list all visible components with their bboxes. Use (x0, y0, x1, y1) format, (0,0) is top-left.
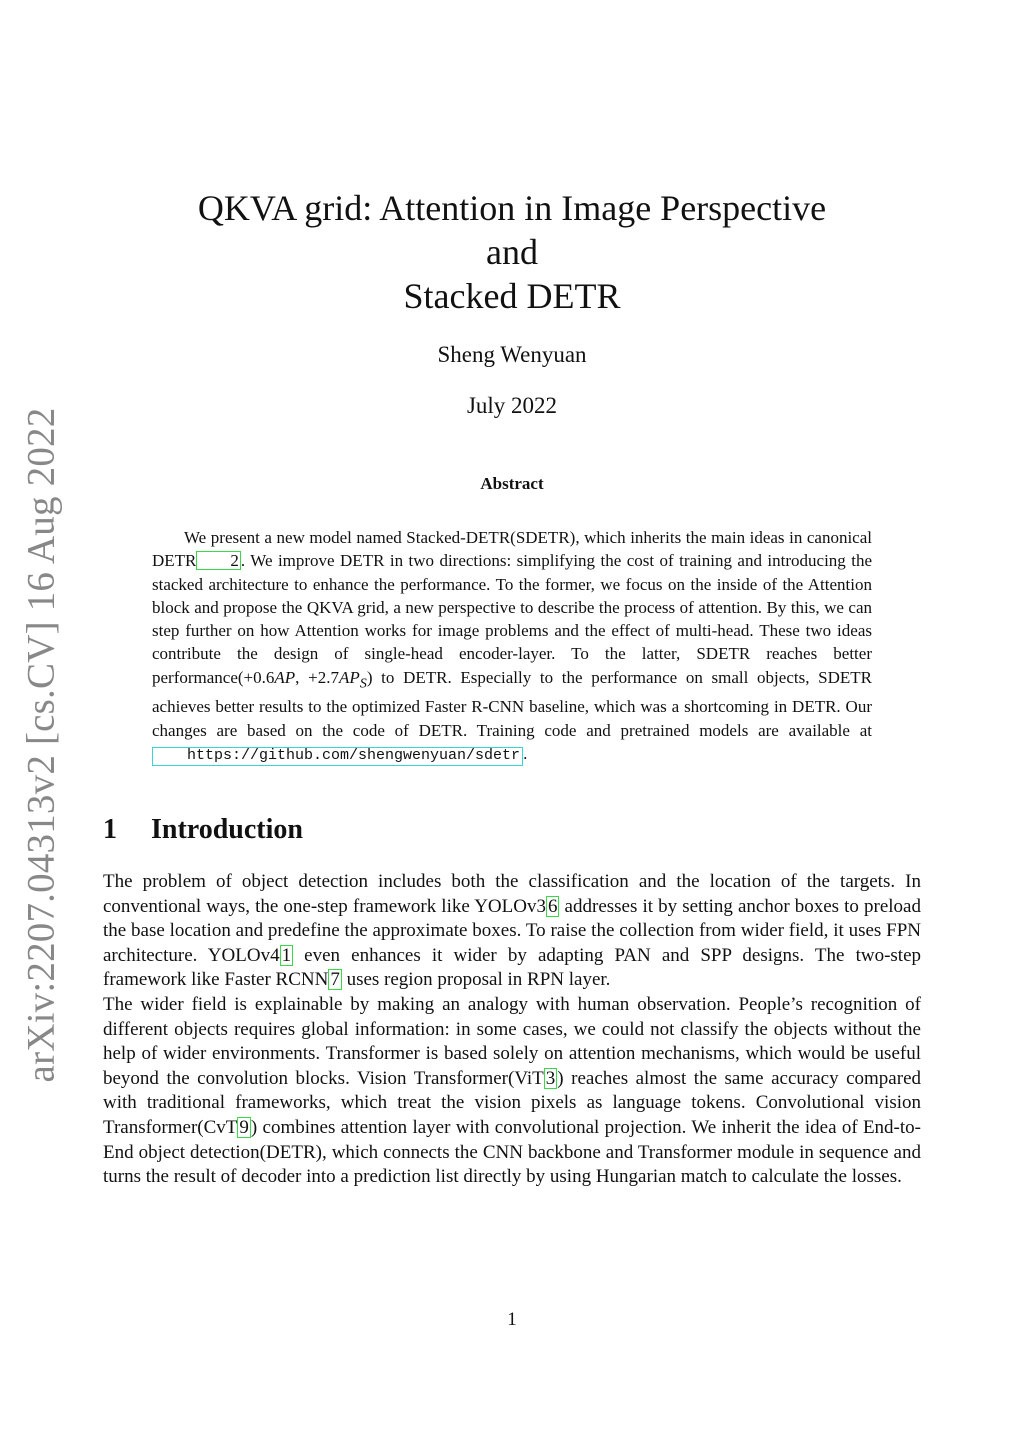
citation-link[interactable]: 6 (547, 895, 558, 917)
section-heading-introduction (103, 814, 303, 846)
abstract-paragraph (152, 526, 872, 766)
body-paragraph-2 (103, 993, 921, 1190)
body-text: The wider field is explainable by making an analogy with human observation. People’s recognition of different objects requires global information: in some cases, we could not classify the objects without the help of wider environments. Transformer is based solely on attention mechanisms, which would be useful beyond the convolution blocks. Vision Transformer(ViT (103, 993, 921, 1089)
abstract-text: . We improve DETR in two directions: simplifying the cost of training and introducing the stacked architecture to enhance the performance. To the former, we focus on the inside of the Attention block and propose the QKVA grid, a new perspective to describe the process of attention. By this, we can step further on how Attention works for image problems and the effect of multi-head. These two ideas contribute the design of single-head encoder-layer. To the latter, SDETR reaches better performance(+0.6 (152, 551, 872, 687)
abstract-text: , +2.7 (295, 667, 339, 687)
citation-link[interactable]: 9 (239, 1116, 249, 1138)
title-line-1: QKVA grid: Attention in Image Perspective (197, 188, 827, 228)
abstract-heading: Abstract (480, 474, 544, 493)
title-line-2: and (486, 232, 538, 272)
abstract-text: ) to DETR. Especially to the performance on small objects, SDETR achieves better results to the optimized Faster R-CNN baseline, which was a shortcoming in DETR. Our changes are based on the code of DETR. Training code and pretrained models are available at (152, 667, 872, 740)
author-name: Sheng Wenyuan (437, 342, 587, 367)
citation-link[interactable]: 3 (545, 1067, 556, 1089)
body-text: uses region proposal in RPN layer. (341, 969, 611, 991)
math-ap-small (338, 667, 367, 692)
abstract-text: . (523, 744, 528, 764)
body-text: The problem of object detection includes both the classification and the location of the targets. In conventional ways, the one-step framework like YOLOv3 (103, 871, 921, 917)
title-line-3: Stacked DETR (403, 276, 621, 316)
body-text: even enhances it wider by adapting PAN and SPP designs. The two-step framework like Faster RCNN (103, 944, 921, 991)
math-ap: AP (274, 667, 296, 687)
arxiv-id-text: arXiv:2207.04313v2 [cs.CV] 16 Aug 2022 (19, 407, 63, 1083)
citation-link[interactable]: 7 (330, 969, 340, 991)
paper-title (150, 186, 874, 318)
arxiv-identifier-stamp (14, 407, 68, 1083)
github-url-link[interactable]: https://github.com/shengwenyuan/sdetr (152, 747, 523, 766)
publication-date: July 2022 (466, 393, 558, 418)
math-ap-base: AP (338, 667, 360, 687)
body-text: ) combines attention layer with convolutional projection. We inherit the idea of End-to-End object detection(DETR), which connects the CNN backbone and Transformer module in sequence and turns the result of decoder into a prediction list directly by using Hungarian match to calculate the losses. (103, 1116, 921, 1188)
body-text: ) reaches almost the same accuracy compared with traditional frameworks, which treat the vision pixels as language tokens. Convolutional vision Transformer(CvT (103, 1067, 922, 1138)
section-title: Introduction (151, 814, 303, 845)
section-number: 1 (103, 814, 117, 845)
abstract-body (152, 526, 872, 766)
introduction-body (103, 870, 921, 1190)
body-text: addresses it by setting anchor boxes to preload the base location and predefine the approximate boxes. To raise the collection from wider field, it uses FPN architecture. YOLOv4 (103, 895, 921, 966)
body-paragraph-1 (103, 870, 921, 993)
abstract-text: We present a new model named Stacked-DETR(SDETR), which inherits the main ideas in canonical DETR (152, 528, 872, 571)
math-subscript: S (359, 675, 367, 692)
citation-link[interactable]: 2 (196, 551, 241, 570)
citation-link[interactable]: 1 (281, 944, 292, 966)
page-number: 1 (507, 1309, 517, 1330)
